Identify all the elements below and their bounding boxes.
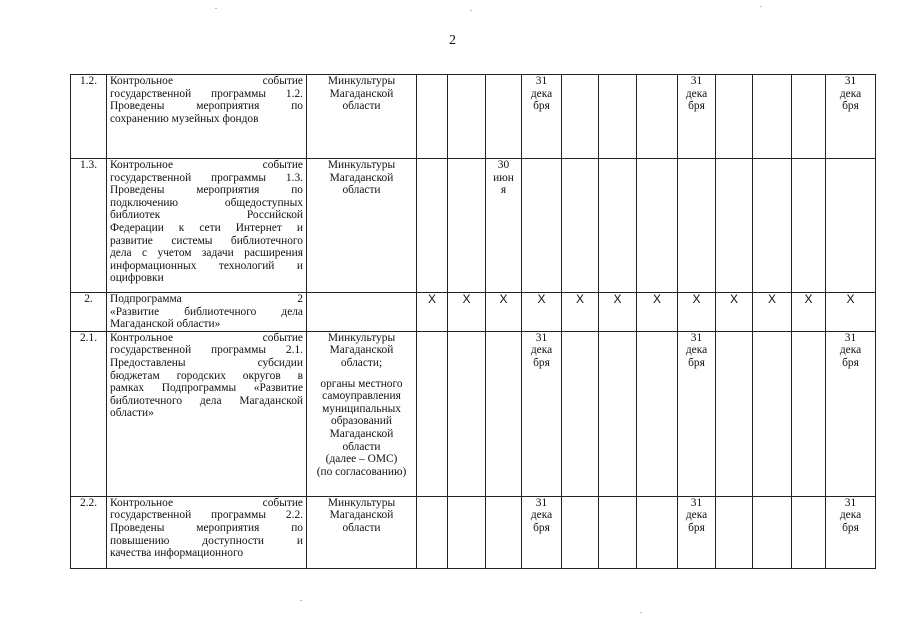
- table-row: [71, 331, 876, 496]
- description-line: Подпрограмма 2: [110, 293, 303, 305]
- deadline-date: дека: [530, 509, 553, 522]
- description-line: развитие системы библиотечного: [110, 234, 303, 247]
- deadline-date: дека: [685, 344, 708, 357]
- org-line: области: [342, 100, 381, 113]
- x-mark-cell: X: [753, 293, 792, 332]
- description-line: библиотечного дела Магаданской: [110, 394, 303, 407]
- description-line: Контрольное событие: [110, 75, 303, 87]
- org-line: Минкультуры: [327, 331, 396, 344]
- month-cell: [417, 159, 448, 293]
- deadline-date: 31: [690, 331, 703, 344]
- x-mark-cell: X: [562, 293, 599, 332]
- responsible-org-cell: [307, 331, 417, 496]
- org-line: органы местного: [320, 377, 403, 390]
- description-line: Контрольное событие: [110, 331, 303, 344]
- org-line: области: [342, 440, 381, 453]
- month-cell: [753, 75, 792, 159]
- month-cell: [486, 331, 522, 496]
- deadline-date: бря: [533, 100, 550, 113]
- description-line: «Развитие библиотечного дела: [110, 305, 303, 318]
- description-line: государственной программы 2.2.: [110, 509, 303, 522]
- month-cell: [599, 496, 637, 568]
- responsible-org-cell: [307, 293, 417, 332]
- responsible-org-cell: [307, 75, 417, 159]
- org-line: образований: [331, 415, 392, 428]
- month-cell: [417, 331, 448, 496]
- month-cell: [522, 75, 562, 159]
- x-mark-cell: X: [599, 293, 637, 332]
- deadline-date: 31: [844, 331, 857, 344]
- row-number-cell: 2.1.: [71, 331, 107, 496]
- month-cell: [599, 331, 637, 496]
- description-line: Проведены мероприятия по: [110, 184, 303, 197]
- month-cell: [562, 75, 599, 159]
- deadline-date: 31: [690, 75, 703, 87]
- description-line: сохранению музейных фондов: [110, 112, 259, 125]
- month-cell: [753, 496, 792, 568]
- description-line: области»: [110, 407, 154, 420]
- month-cell: [637, 159, 678, 293]
- month-cell: [599, 75, 637, 159]
- deadline-date: дека: [839, 87, 862, 100]
- row-number-cell: 1.2.: [71, 75, 107, 159]
- month-cell: [792, 75, 826, 159]
- description-line: государственной программы 1.2.: [110, 87, 303, 100]
- month-cell: [716, 159, 753, 293]
- scan-speck: [470, 10, 472, 11]
- month-cell: [678, 496, 716, 568]
- event-description-cell: [107, 293, 307, 332]
- org-line: муниципальных: [322, 402, 401, 415]
- org-line: Минкультуры: [327, 496, 396, 509]
- month-cell: [522, 496, 562, 568]
- responsible-org-cell: [307, 159, 417, 293]
- org-line: (далее – ОМС): [325, 453, 398, 466]
- deadline-date: 31: [535, 75, 548, 87]
- org-line: области: [342, 184, 381, 197]
- deadline-date: бря: [688, 356, 705, 369]
- description-line: оцифровки: [110, 272, 164, 285]
- x-mark-cell: X: [448, 293, 486, 332]
- month-cell: [716, 331, 753, 496]
- x-mark-cell: X: [522, 293, 562, 332]
- page-number: 2: [449, 33, 456, 48]
- month-cell: [826, 159, 876, 293]
- x-mark-cell: X: [637, 293, 678, 332]
- table-row: [71, 159, 876, 293]
- month-cell: [562, 496, 599, 568]
- description-line: Предоставлены субсидии: [110, 356, 303, 369]
- deadline-date: бря: [533, 356, 550, 369]
- month-cell: [486, 496, 522, 568]
- event-description-cell: [107, 75, 307, 159]
- description-line: Проведены мероприятия по: [110, 100, 303, 113]
- scan-speck: [300, 600, 302, 601]
- month-cell: [826, 496, 876, 568]
- month-cell: [486, 75, 522, 159]
- deadline-date: бря: [688, 521, 705, 534]
- month-cell: [826, 75, 876, 159]
- scan-speck: [215, 8, 217, 9]
- responsible-org-cell: [307, 496, 417, 568]
- deadline-date: бря: [842, 521, 859, 534]
- org-line: области;: [340, 356, 383, 369]
- x-mark-cell: X: [826, 293, 876, 332]
- month-cell: [486, 159, 522, 293]
- org-line: Минкультуры: [327, 75, 396, 87]
- deadline-date: бря: [533, 521, 550, 534]
- x-mark-cell: X: [417, 293, 448, 332]
- org-line: Минкультуры: [327, 159, 396, 171]
- month-cell: [753, 159, 792, 293]
- month-cell: [716, 496, 753, 568]
- event-description-cell: [107, 331, 307, 496]
- x-mark-cell: X: [716, 293, 753, 332]
- month-cell: [637, 75, 678, 159]
- row-number-cell: 2.2.: [71, 496, 107, 568]
- deadline-date: 31: [535, 496, 548, 509]
- deadline-date: дека: [685, 87, 708, 100]
- description-line: качества информационного: [110, 547, 244, 560]
- month-cell: [562, 159, 599, 293]
- description-line: бюджетам городских округов в: [110, 369, 303, 382]
- x-mark-cell: X: [792, 293, 826, 332]
- month-cell: [792, 159, 826, 293]
- month-cell: [678, 75, 716, 159]
- month-cell: [522, 331, 562, 496]
- deadline-date: июн: [493, 171, 514, 184]
- month-cell: [678, 331, 716, 496]
- month-cell: [417, 496, 448, 568]
- month-cell: [448, 75, 486, 159]
- spacer: [310, 370, 413, 378]
- event-description-cell: [107, 496, 307, 568]
- event-description-cell: [107, 159, 307, 293]
- description-line: Федерации к сети Интернет и: [110, 221, 303, 234]
- row-number-cell: 2.: [71, 293, 107, 332]
- description-line: подключению общедоступных: [110, 196, 303, 209]
- month-cell: [448, 159, 486, 293]
- month-cell: [716, 75, 753, 159]
- month-cell: [637, 496, 678, 568]
- deadline-date: бря: [688, 100, 705, 113]
- month-cell: [792, 496, 826, 568]
- table-row: [71, 75, 876, 159]
- scan-speck: [760, 6, 762, 7]
- month-cell: [599, 159, 637, 293]
- org-line: области: [342, 521, 381, 534]
- description-line: Контрольное событие: [110, 159, 303, 171]
- x-mark-cell: X: [486, 293, 522, 332]
- deadline-date: 31: [844, 496, 857, 509]
- month-cell: [826, 331, 876, 496]
- org-line: Магаданской: [329, 427, 394, 440]
- table-row: [71, 496, 876, 568]
- deadline-date: дека: [685, 509, 708, 522]
- deadline-date: бря: [842, 356, 859, 369]
- deadline-date: дека: [530, 344, 553, 357]
- deadline-date: бря: [842, 100, 859, 113]
- month-cell: [448, 331, 486, 496]
- deadline-date: дека: [839, 509, 862, 522]
- org-line: Магаданской: [329, 87, 394, 100]
- description-line: государственной программы 2.1.: [110, 344, 303, 357]
- deadline-date: я: [500, 184, 507, 197]
- month-cell: [448, 496, 486, 568]
- row-number-cell: 1.3.: [71, 159, 107, 293]
- month-cell: [417, 75, 448, 159]
- month-cell: [753, 331, 792, 496]
- description-line: информационных технологий и: [110, 259, 303, 272]
- scan-speck: [640, 612, 642, 613]
- org-line: Магаданской: [329, 509, 394, 522]
- deadline-date: дека: [530, 87, 553, 100]
- deadline-date: 31: [844, 75, 857, 87]
- description-line: Магаданской области»: [110, 318, 221, 331]
- org-line: Магаданской: [329, 344, 394, 357]
- deadline-date: 31: [690, 496, 703, 509]
- org-line: (по согласованию): [316, 465, 407, 478]
- deadline-date: 30: [497, 159, 510, 171]
- description-line: рамках Подпрограммы «Развитие: [110, 382, 303, 395]
- control-events-table: [70, 74, 876, 569]
- description-line: библиотек Российской: [110, 209, 303, 222]
- deadline-date: 31: [535, 331, 548, 344]
- table-row: [71, 293, 876, 332]
- month-cell: [678, 159, 716, 293]
- description-line: дела с учетом задачи расширения: [110, 247, 303, 260]
- deadline-date: дека: [839, 344, 862, 357]
- month-cell: [637, 331, 678, 496]
- description-line: государственной программы 1.3.: [110, 171, 303, 184]
- x-mark-cell: X: [678, 293, 716, 332]
- org-line: Магаданской: [329, 171, 394, 184]
- description-line: Контрольное событие: [110, 496, 303, 509]
- month-cell: [522, 159, 562, 293]
- description-line: повышению доступности и: [110, 534, 303, 547]
- month-cell: [792, 331, 826, 496]
- org-line: самоуправления: [322, 390, 401, 403]
- month-cell: [562, 331, 599, 496]
- description-line: Проведены мероприятия по: [110, 521, 303, 534]
